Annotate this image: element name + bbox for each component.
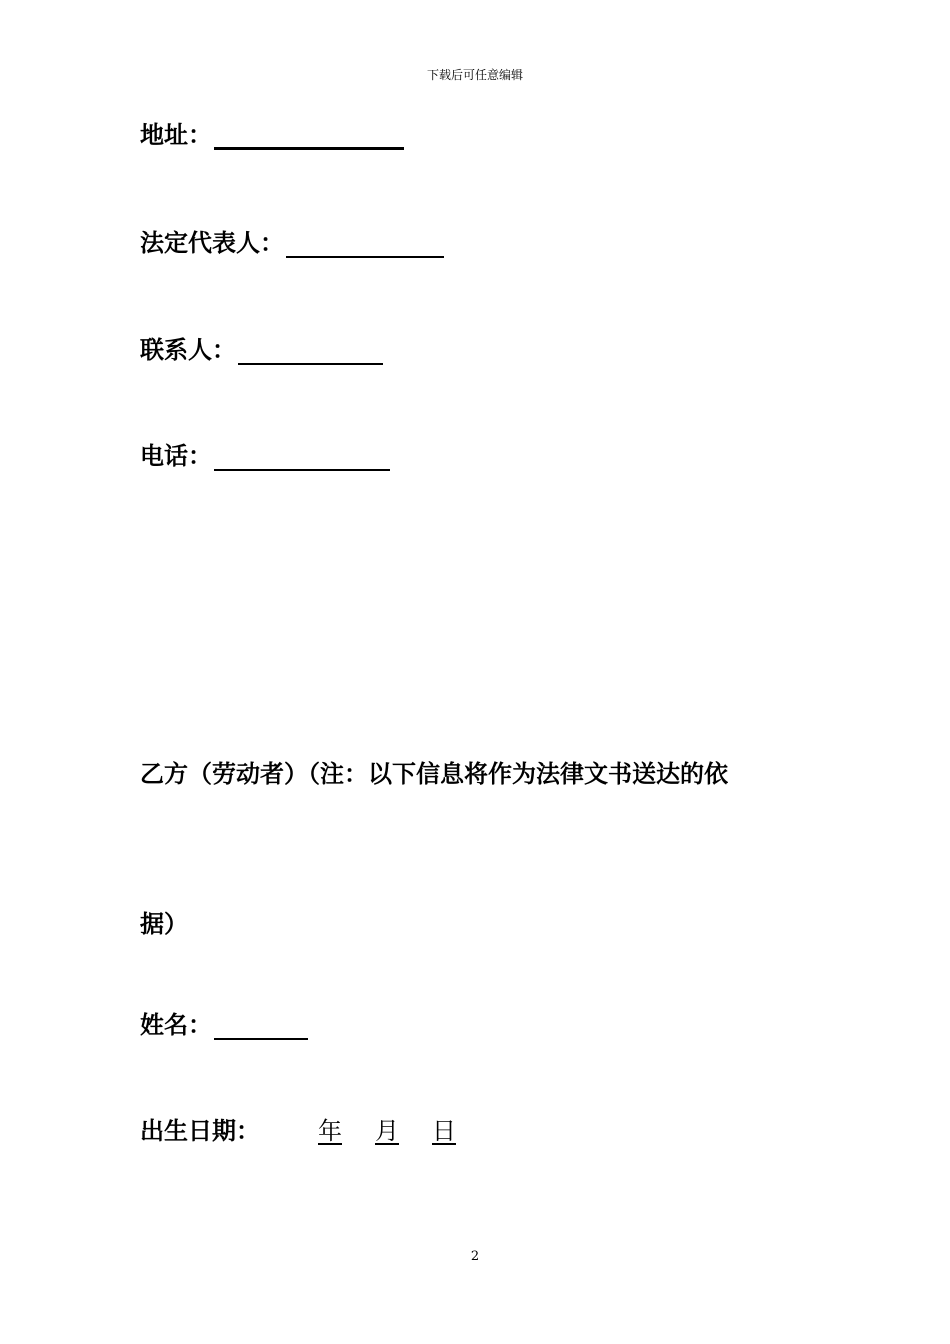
birth-year-unit: 年 xyxy=(318,1117,342,1145)
address-blank xyxy=(214,123,404,150)
birth-date-row xyxy=(140,1116,456,1146)
birth-day-unit: 日 xyxy=(432,1117,456,1145)
name-row xyxy=(140,1010,308,1040)
birth-month-unit: 月 xyxy=(375,1117,399,1145)
phone-blank xyxy=(214,445,390,471)
legal-rep-label: 法定代表人： xyxy=(140,229,284,257)
address-row xyxy=(140,120,404,150)
name-label: 姓名： xyxy=(140,1011,212,1039)
legal-rep-blank xyxy=(286,232,444,258)
contact-row xyxy=(140,335,383,365)
phone-row xyxy=(140,441,390,471)
employee-heading-line2: 据） xyxy=(140,910,188,938)
name-blank xyxy=(214,1014,308,1040)
birth-date-label: 出生日期： xyxy=(140,1117,260,1145)
birth-date-blank xyxy=(262,1116,456,1146)
contact-label: 联系人： xyxy=(140,336,236,364)
address-label: 地址： xyxy=(140,121,212,149)
legal-rep-row xyxy=(140,228,444,258)
employee-heading-line1: 乙方（劳动者）（注：以下信息将作为法律文书送达的依 xyxy=(140,760,728,788)
page-header: 下载后可任意编辑 xyxy=(426,68,523,82)
phone-label: 电话： xyxy=(140,442,212,470)
page-number: 2 xyxy=(470,1249,480,1264)
contact-blank xyxy=(238,339,383,365)
